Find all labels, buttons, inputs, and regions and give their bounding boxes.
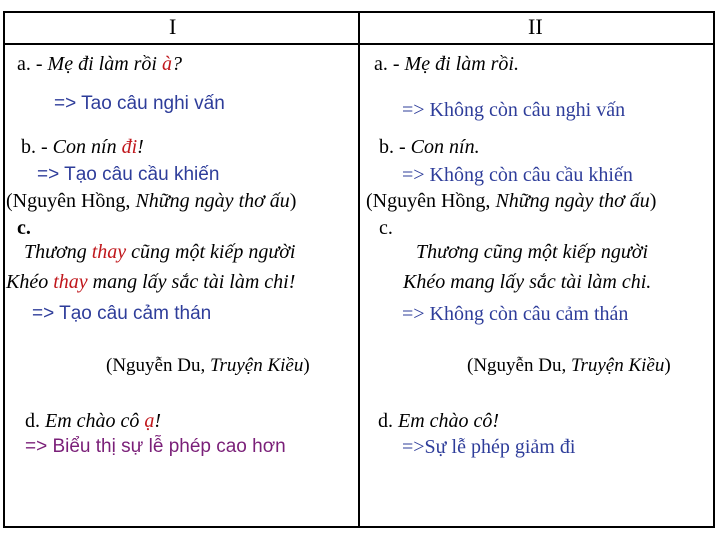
modal-particle: ạ <box>144 410 155 432</box>
modal-particle: đi <box>121 136 138 158</box>
right-source-c <box>467 354 671 378</box>
left-example-a <box>17 52 182 76</box>
sentence-text: Mẹ đi làm rồi. <box>404 53 519 75</box>
item-label: b. - <box>21 136 53 158</box>
source-title: Những ngày thơ ấu <box>495 190 650 212</box>
right-note-a: => Không còn câu nghi vấn <box>402 99 626 121</box>
right-example-c-line1: Thương cũng một kiếp người <box>416 241 649 263</box>
right-source-b <box>366 189 656 213</box>
item-label: d. <box>378 410 398 432</box>
right-example-d <box>378 409 499 433</box>
left-note-c: => Tạo câu cảm thán <box>32 303 212 324</box>
source-close: ) <box>303 355 310 376</box>
item-label: a. - <box>17 53 48 75</box>
sentence-text: Con nín <box>52 136 122 158</box>
right-note-d: =>Sự lễ phép giảm đi <box>402 436 576 458</box>
left-note-b: => Tạo câu cầu khiến <box>37 164 220 185</box>
left-note-a: => Tao câu nghi vấn <box>54 93 225 114</box>
item-label: a. - <box>374 53 405 75</box>
sentence-text: Mẹ đi làm rồi <box>47 53 162 75</box>
source-author: (Nguyên Hồng, <box>366 190 496 212</box>
sentence-end: ! <box>154 410 162 432</box>
left-example-c-label: c. <box>17 217 31 239</box>
verse-text: Thương <box>24 241 92 263</box>
source-author: (Nguyễn Du, <box>106 355 210 376</box>
column-divider <box>358 11 360 528</box>
item-label: b. - <box>379 136 411 158</box>
left-source-c <box>106 354 310 378</box>
left-source-b <box>6 189 296 213</box>
column-header-2: II <box>528 14 543 39</box>
sentence-text: Em chào cô! <box>398 410 500 432</box>
verse-text: Khéo <box>6 271 54 293</box>
sentence-end: ! <box>137 136 144 158</box>
source-author: (Nguyên Hồng, <box>6 190 136 212</box>
modal-particle: thay <box>91 241 127 263</box>
modal-particle: à <box>161 53 172 75</box>
source-author: (Nguyễn Du, <box>467 355 571 376</box>
right-note-b: => Không còn câu cầu khiến <box>402 164 633 186</box>
column-header-1: I <box>169 14 177 39</box>
right-example-c-line2: Khéo mang lấy sắc tài làm chi. <box>403 271 652 293</box>
right-example-b <box>379 135 480 159</box>
verse-text: cũng một kiếp người <box>126 241 296 263</box>
source-title: Truyện Kiều <box>209 355 304 376</box>
source-title: Những ngày thơ ấu <box>135 190 290 212</box>
header-divider <box>3 43 715 45</box>
right-example-c-label: c. <box>379 217 393 239</box>
source-close: ) <box>664 355 671 376</box>
left-example-d <box>25 409 161 433</box>
sentence-text: Em chào cô <box>45 410 145 432</box>
left-example-c-line2 <box>6 270 295 294</box>
source-title: Truyện Kiều <box>570 355 665 376</box>
sentence-text: Con nín. <box>410 136 480 158</box>
right-note-c: => Không còn câu cảm thán <box>402 303 629 325</box>
source-close: ) <box>649 190 657 212</box>
left-example-c-line1 <box>24 240 295 264</box>
verse-text: mang lấy sắc tài làm chi! <box>87 271 296 293</box>
modal-particle: thay <box>53 271 88 293</box>
left-note-d: => Biểu thị sự lễ phép cao hơn <box>25 436 286 457</box>
item-label: d. <box>25 410 45 432</box>
sentence-end: ? <box>171 53 182 75</box>
source-close: ) <box>289 190 297 212</box>
right-example-a <box>374 52 519 76</box>
left-example-b <box>21 135 144 159</box>
